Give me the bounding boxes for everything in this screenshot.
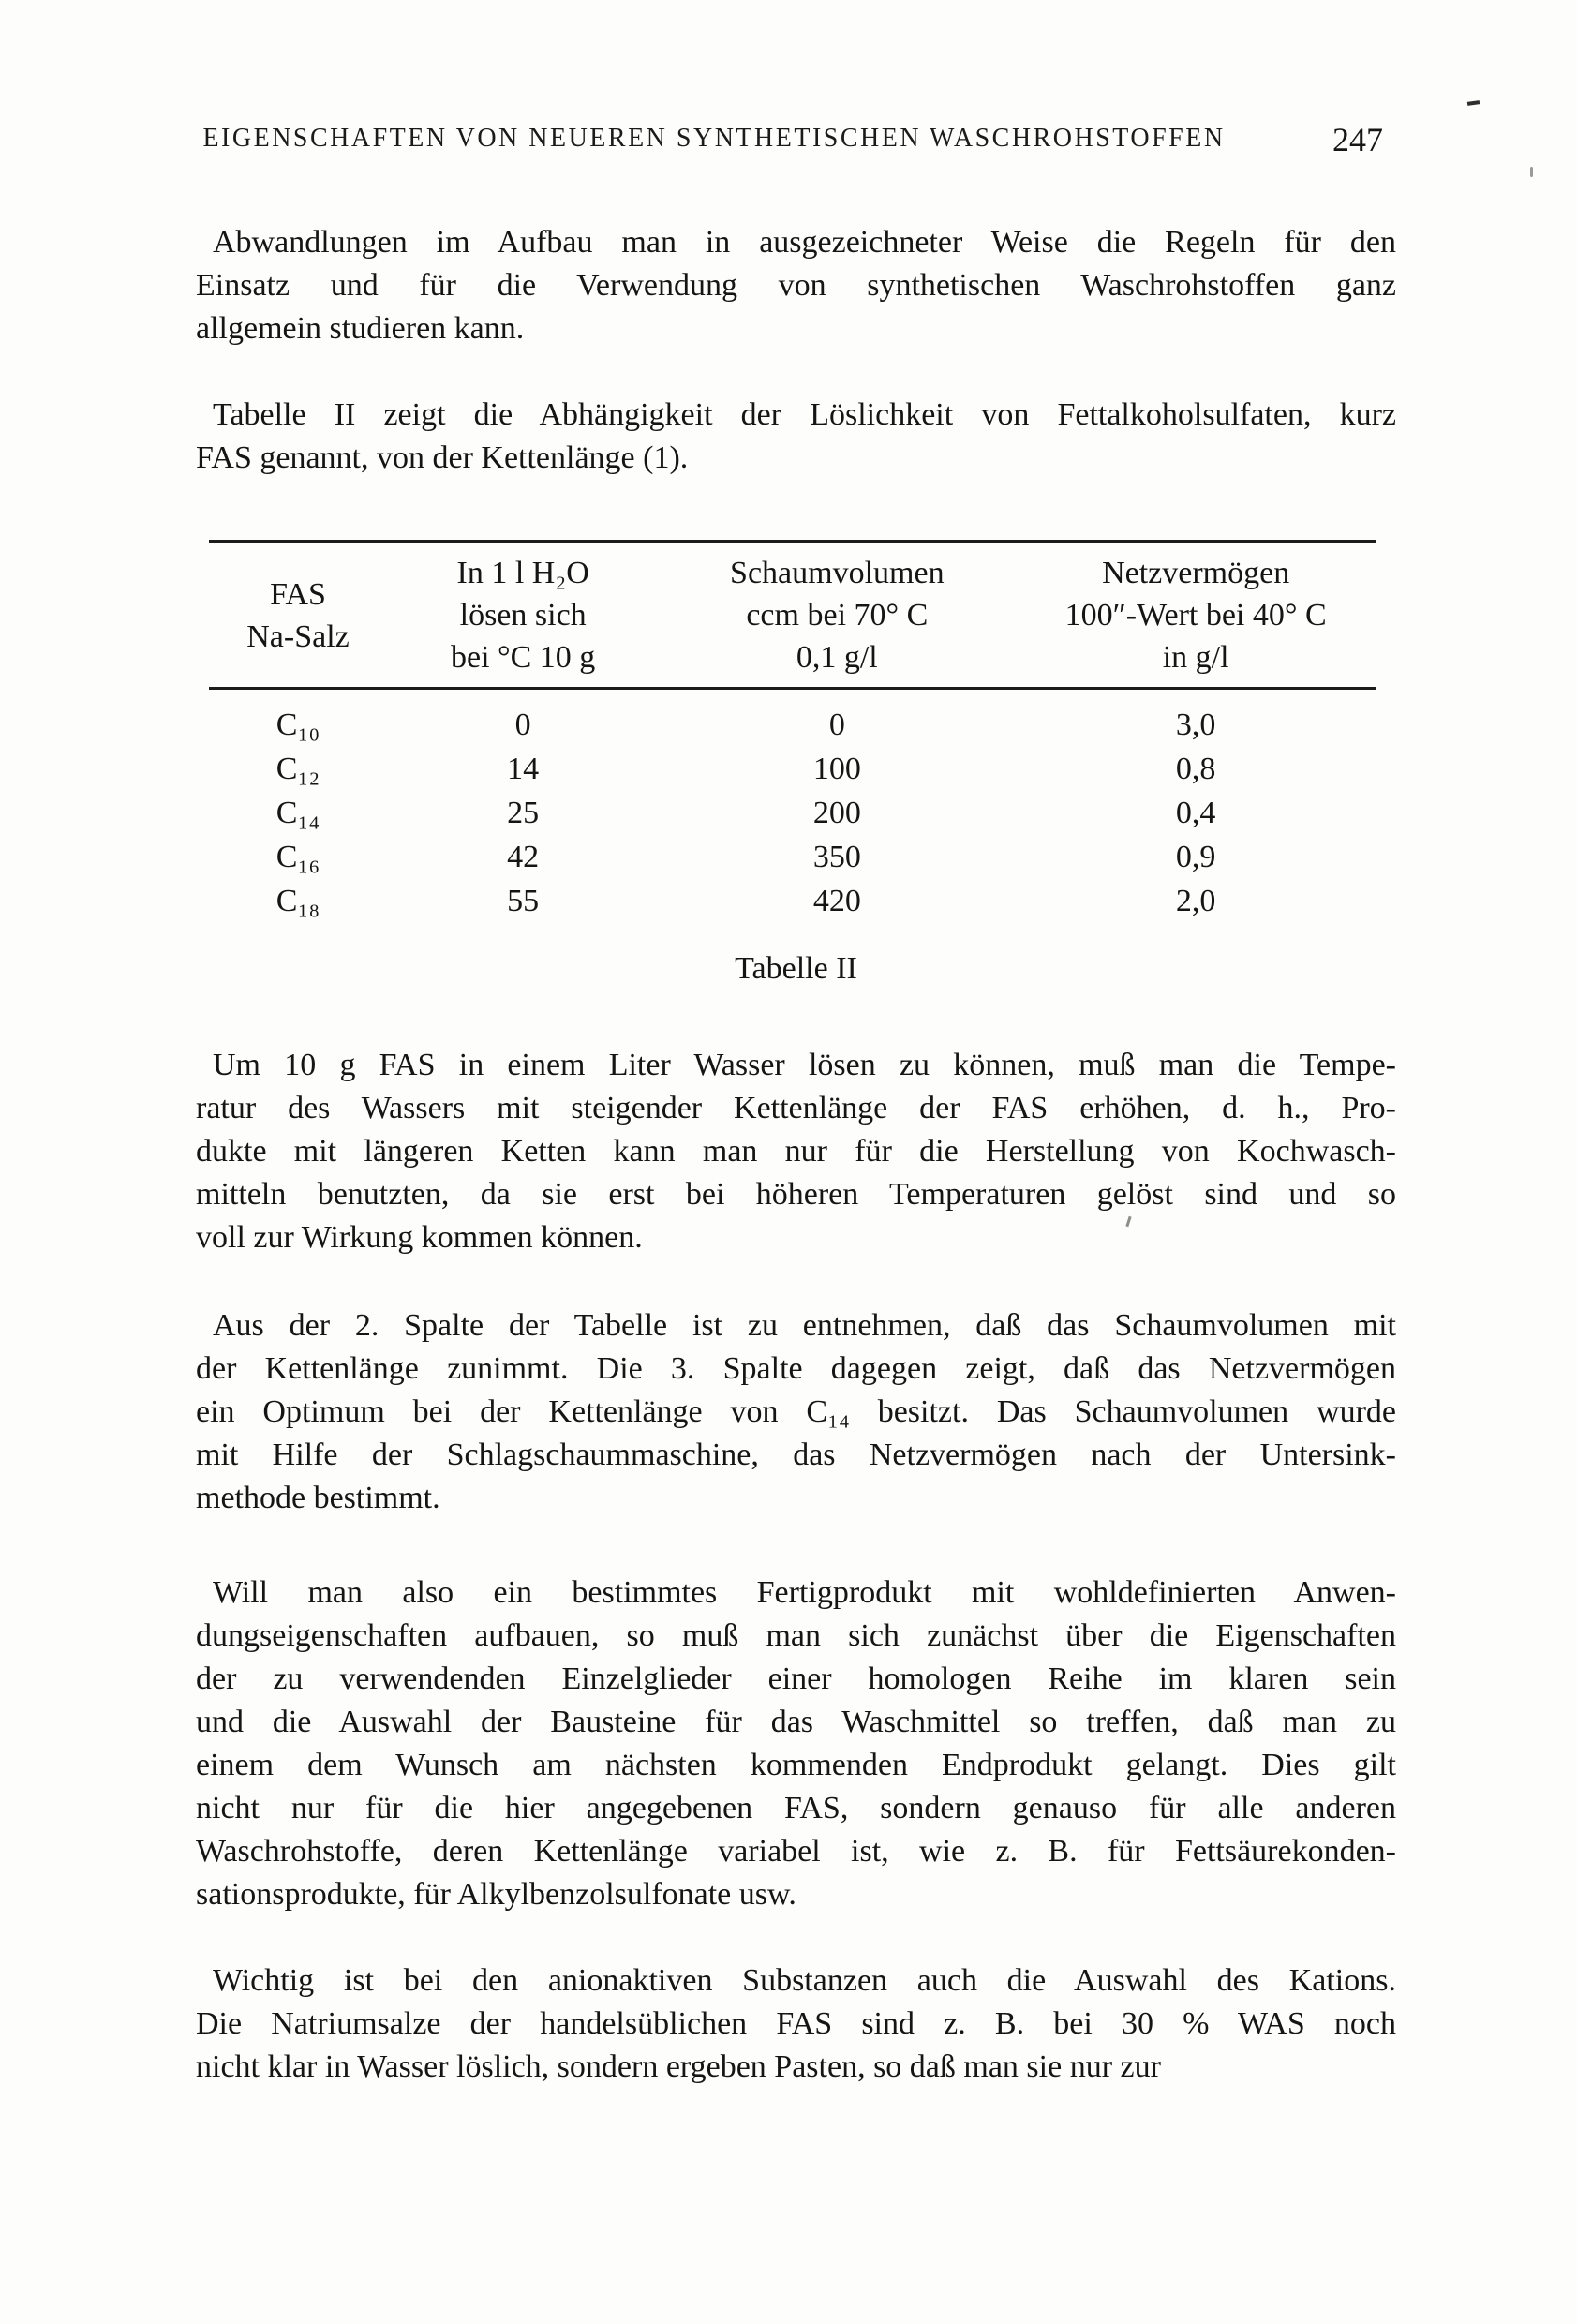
header-line: FAS xyxy=(270,576,326,612)
table-cell: 200 xyxy=(812,796,861,830)
paragraph xyxy=(196,1959,1396,2089)
header-line: ccm bei 70° C xyxy=(746,598,929,633)
text-line: dungseigenschaften aufbauen, so muß man sich zunächst über die Eigenschaften xyxy=(196,1618,1396,1653)
header-line: lösen sich xyxy=(459,598,587,633)
data-table xyxy=(209,540,1376,923)
paragraph xyxy=(196,1304,1396,1520)
text-line: mitteln benutzten, da sie erst bei höheren Temperaturen gelöst sind und so xyxy=(196,1177,1396,1212)
header-line: Schaumvolumen xyxy=(730,556,945,590)
table-cell: 0,9 xyxy=(1175,840,1216,874)
text-line: einem dem Wunsch am nächsten kommenden Endprodukt gelangt. Dies gilt xyxy=(196,1748,1396,1782)
text-line: ratur des Wassers mit steigender Kettenlänge der FAS erhöhen, d. h., Pro- xyxy=(196,1091,1396,1125)
running-header xyxy=(196,118,1396,163)
text-line: ein Optimum bei der Kettenlänge von C₁₄ besitzt. Das Schaumvolumen wurde xyxy=(196,1394,1396,1429)
page-number: 247 xyxy=(1332,121,1383,158)
table-row xyxy=(209,703,1376,747)
table-header-cell xyxy=(209,552,387,678)
table-cell: 0 xyxy=(828,708,845,742)
table-cell: 55 xyxy=(507,884,540,918)
table-cell: 14 xyxy=(507,752,540,786)
text-line: Tabelle II zeigt die Abhängigkeit der Löslichkeit von Fettalkoholsulfaten, kurz xyxy=(213,397,1396,432)
text-line: sationsprodukte, für Alkylbenzolsulfonate usw. xyxy=(196,1877,796,1912)
header-line: Na-Salz xyxy=(246,618,350,654)
text-line: Um 10 g FAS in einem Liter Wasser lösen zu können, muß man die Tempe- xyxy=(213,1048,1396,1082)
table-header-cell xyxy=(387,552,659,678)
table-header-row xyxy=(209,543,1376,690)
paragraph xyxy=(196,394,1396,480)
paragraph xyxy=(196,221,1396,350)
text-line: Abwandlungen im Aufbau man in ausgezeichneter Weise die Regeln für den xyxy=(213,225,1396,260)
paragraph xyxy=(196,1044,1396,1259)
text-line: methode bestimmt. xyxy=(196,1481,440,1515)
table-cell: 25 xyxy=(507,796,540,830)
table-row xyxy=(209,879,1376,923)
table-cell: C₁₈ xyxy=(275,884,320,918)
text-line: Waschrohstoffe, deren Kettenlänge variabel ist, wie z. B. für Fettsäurekonden- xyxy=(196,1834,1396,1869)
table-cell: 350 xyxy=(812,840,861,874)
text-line: Wichtig ist bei den anionaktiven Substanzen auch die Auswahl des Kations. xyxy=(213,1963,1396,1998)
table-cell: 2,0 xyxy=(1175,884,1216,918)
header-line: in g/l xyxy=(1162,640,1229,675)
header-line: bei °C 10 g xyxy=(451,640,596,675)
table-cell: C₁₄ xyxy=(275,796,320,830)
table-cell: 42 xyxy=(507,840,540,874)
table-body xyxy=(209,690,1376,923)
table-cell: 0 xyxy=(514,708,531,742)
table-cell: C₁₀ xyxy=(275,708,320,742)
table-cell: 100 xyxy=(812,752,861,786)
table-header-cell xyxy=(1015,552,1376,678)
table-cell: 0,4 xyxy=(1175,796,1216,830)
text-line: Will man also ein bestimmtes Fertigprodukt mit wohldefinierten Anwen- xyxy=(213,1575,1396,1610)
scan-artifact xyxy=(1467,100,1480,106)
header-line: Netzvermögen xyxy=(1102,556,1290,590)
table-cell: 0,8 xyxy=(1175,752,1216,786)
header-line: 100″-Wert bei 40° C xyxy=(1064,598,1327,633)
text-line: FAS genannt, von der Kettenlänge (1). xyxy=(196,440,689,475)
table-cell: 3,0 xyxy=(1175,708,1216,742)
text-line: mit Hilfe der Schlagschaummaschine, das Netzvermögen nach der Untersink- xyxy=(196,1438,1396,1472)
text-line: Aus der 2. Spalte der Tabelle ist zu entnehmen, daß das Schaumvolumen mit xyxy=(213,1308,1396,1343)
table-header-cell xyxy=(659,552,1015,678)
text-line: voll zur Wirkung kommen können. xyxy=(196,1220,643,1255)
text-line: und die Auswahl der Bausteine für das Waschmittel so treffen, daß man zu xyxy=(196,1705,1396,1739)
table-row xyxy=(209,791,1376,835)
table-cell: 420 xyxy=(812,884,861,918)
text-line: Einsatz und für die Verwendung von synthetischen Waschrohstoffen ganz xyxy=(196,268,1396,303)
table-row xyxy=(209,835,1376,879)
text-line: nicht klar in Wasser löslich, sondern ergeben Pasten, so daß man sie nur zur xyxy=(196,2049,1161,2084)
text-block xyxy=(196,221,1396,2089)
text-line: der zu verwendenden Einzelglieder einer homologen Reihe im klaren sein xyxy=(196,1661,1396,1696)
table-cell: C₁₂ xyxy=(275,752,320,786)
scan-artifact xyxy=(1530,167,1533,177)
header-line: In 1 l H₂O xyxy=(456,556,589,590)
table-caption: Tabelle II xyxy=(735,951,857,986)
text-line: Die Natriumsalze der handelsüblichen FAS sind z. B. bei 30 % WAS noch xyxy=(196,2006,1396,2041)
header-line: 0,1 g/l xyxy=(796,640,878,675)
table-row xyxy=(209,747,1376,791)
text-line: dukte mit längeren Ketten kann man nur für die Herstellung von Kochwasch- xyxy=(196,1134,1396,1169)
text-line: der Kettenlänge zunimmt. Die 3. Spalte dagegen zeigt, daß das Netzvermögen xyxy=(196,1351,1396,1386)
running-header-title: EIGENSCHAFTEN VON NEUEREN SYNTHETISCHEN WASCHROHSTOFFEN xyxy=(202,124,1226,153)
paragraph xyxy=(196,1572,1396,1916)
table-cell: C₁₆ xyxy=(275,840,320,874)
text-line: nicht nur für die hier angegebenen FAS, sondern genauso für alle anderen xyxy=(196,1791,1396,1825)
text-line: allgemein studieren kann. xyxy=(196,311,525,346)
